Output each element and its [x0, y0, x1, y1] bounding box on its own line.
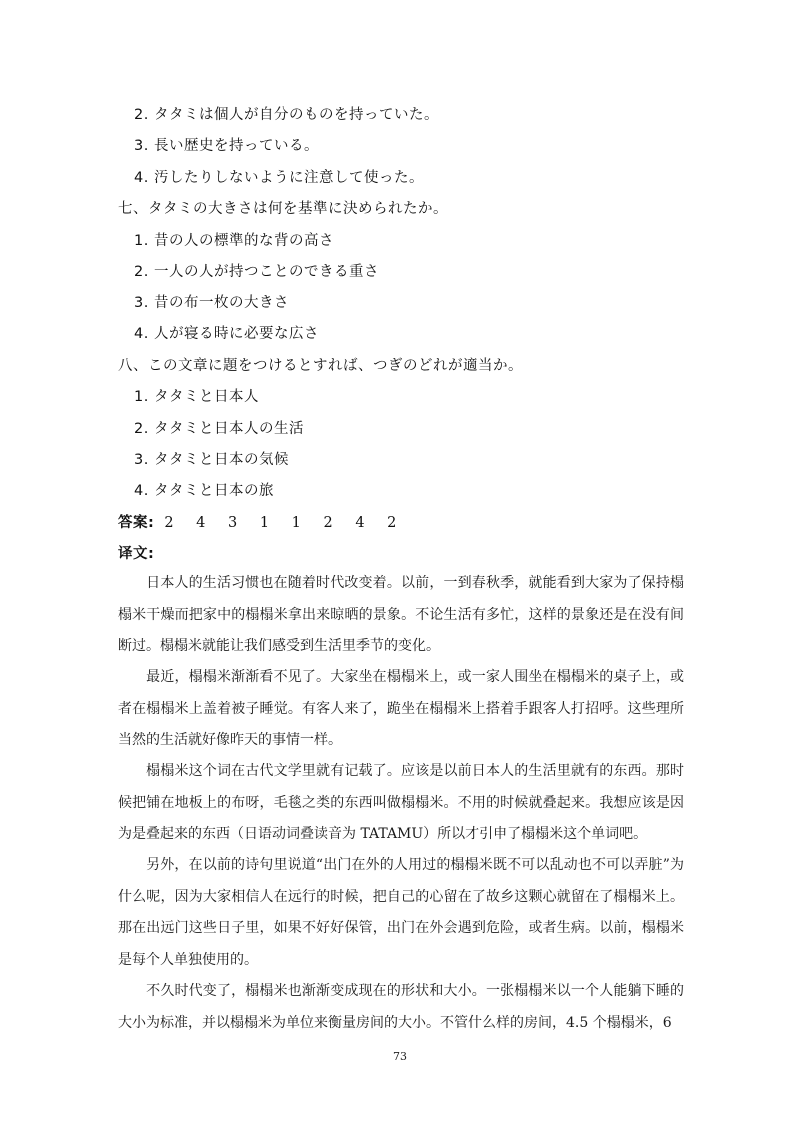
q6-option-3: 3. 長い歴史を持っている。 [134, 138, 319, 154]
translation-paragraph-3: 榻榻米这个词在古代文学里就有记载了。应该是以前日本人的生活里就有的东西。那时候把铺在地板上的布呀，毛毯之类的东西叫做榻榻米。不用的时候就叠起来。我想应该是因为是叠起来的东西（日语动词叠读音为 TATAMU）所以才引申了榻榻米这个单词吧。 [118, 763, 684, 842]
q7-option-1: 1. 昔の人の標準的な背の高さ [134, 233, 334, 249]
q7-option-3: 3. 昔の布一枚の大きさ [134, 295, 289, 311]
q6-option-4: 4. 汚したりしないように注意して使った。 [134, 170, 424, 186]
q7-option-4: 4. 人が寝る時に必要な広さ [134, 326, 319, 342]
q8-option-3: 3. タタミと日本の気候 [134, 452, 289, 468]
q8-option-2: 2. タタミと日本人の生活 [134, 421, 304, 437]
q7-title: 七、タタミの大きさは何を基準に決められたか。 [118, 201, 448, 217]
answers-line [118, 511, 405, 532]
q8-option-4: 4. タタミと日本の旅 [134, 483, 274, 499]
translation-paragraph-1: 日本人的生活习惯也在随着时代改变着。以前，一到春秋季，就能看到大家为了保持榻榻米干燥而把家中的榻榻米拿出来晾晒的景象。不论生活有多忙，这样的景象还是在没有间断过。榻榻米就能让我们感受到生活里季节的变化。 [118, 575, 684, 654]
translation-label: 译文: [118, 546, 155, 562]
answers-values: 2 4 3 1 1 2 4 2 [164, 515, 406, 531]
q6-option-2: 2. タタミは個人が自分のものを持っていた。 [134, 107, 439, 123]
page-number: 73 [393, 1050, 407, 1063]
translation-paragraph-2: 最近，榻榻米渐渐看不见了。大家坐在榻榻米上，或一家人围坐在榻榻米的桌子上，或者在榻榻米上盖着被子睡觉。有客人来了，跪坐在榻榻米上搭着手跟客人打招呼。这些理所当然的生活就好像昨天的事情一样。 [118, 669, 684, 748]
q8-title: 八、この文章に題をつけるとすれば、つぎのどれが適当か。 [118, 358, 523, 374]
q8-option-1: 1. タタミと日本人 [134, 389, 259, 405]
q7-option-2: 2. 一人の人が持つことのできる重さ [134, 264, 379, 280]
answers-label: 答案: [118, 515, 155, 531]
translation-paragraph-4: 另外，在以前的诗句里说道“出门在外的人用过的榻榻米既不可以乱动也不可以弄脏”为什么呢，因为大家相信人在远行的时候，把自己的心留在了故乡这颗心就留在了榻榻米上。那在出远门这些日子里，如果不好好保管，出门在外会遇到危险，或者生病。以前，榻榻米是每个人单独使用的。 [118, 857, 684, 968]
translation-paragraph-5: 不久时代变了，榻榻米也渐渐变成现在的形状和大小。一张榻榻米以一个人能躺下睡的大小为标准，并以榻榻米为单位来衡量房间的大小。不管什么样的房间，4.5 个榻榻米，6 [118, 983, 684, 1031]
